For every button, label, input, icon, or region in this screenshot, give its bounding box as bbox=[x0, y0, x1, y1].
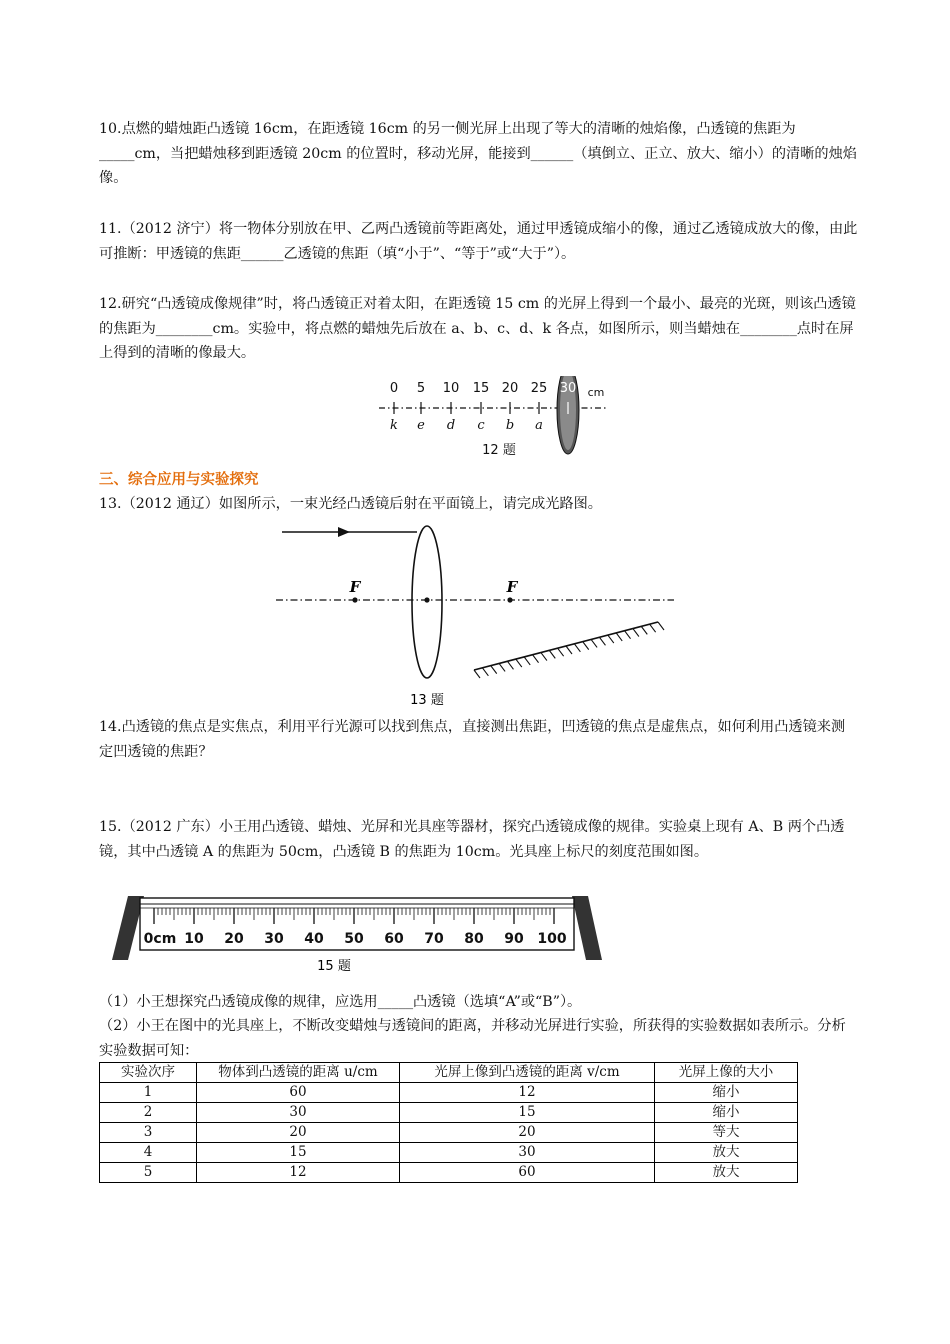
fig12-point-label: k bbox=[390, 418, 398, 433]
figure-12-optical-bench bbox=[375, 376, 615, 456]
table-cell: 缩小 bbox=[655, 1103, 798, 1123]
table-cell: 放大 bbox=[655, 1143, 798, 1163]
fig12-tick-label: 20 bbox=[501, 381, 519, 396]
question-14: 14.凸透镜的焦点是实焦点，利用平行光源可以找到焦点，直接测出焦距，凹透镜的焦点是虚焦点，如何利用凸透镜来测定凹透镜的焦距？ bbox=[99, 719, 846, 760]
fig15-caption: 15 题 bbox=[317, 959, 351, 974]
table-cell: 12 bbox=[197, 1163, 400, 1183]
question-11: 11.（2012 济宁）将一物体分别放在甲、乙两凸透镜前等距离处，通过甲透镜成缩小的像，通过乙透镜成放大的像，由此可推断：甲透镜的焦距______乙透镜的焦距（填“小于”、“等于”或“大于”）。 bbox=[99, 221, 858, 262]
table-cell: 60 bbox=[197, 1083, 400, 1103]
table-cell: 20 bbox=[197, 1123, 400, 1143]
fig13-mirror-hatching bbox=[474, 622, 664, 678]
table-row bbox=[100, 1123, 798, 1143]
table-header: 实验次序 bbox=[100, 1063, 197, 1083]
fig12-tick-label: 30 bbox=[559, 381, 577, 396]
figure-15-ruler bbox=[108, 890, 608, 975]
fig12-tick-label: 5 bbox=[416, 381, 426, 396]
table-row bbox=[100, 1163, 798, 1183]
table-header: 光屏上像到凸透镜的距离 v/cm bbox=[400, 1063, 655, 1083]
fig15-scale-label: 20 bbox=[224, 931, 244, 947]
table-cell: 30 bbox=[400, 1143, 655, 1163]
table-cell: 3 bbox=[100, 1123, 197, 1143]
fig12-tick-label: 10 bbox=[442, 381, 460, 396]
question-13: 13.（2012 通辽）如图所示，一束光经凸透镜后射在平面镜上，请完成光路图。 bbox=[99, 496, 602, 512]
table-row bbox=[100, 1143, 798, 1163]
fig15-scale-label: 100 bbox=[537, 931, 567, 947]
fig15-scale-label: 80 bbox=[464, 931, 484, 947]
fig12-tick-label: 15 bbox=[472, 381, 490, 396]
table-cell: 4 bbox=[100, 1143, 197, 1163]
table-cell: 30 bbox=[197, 1103, 400, 1123]
question-15-part1: （1）小王想探究凸透镜成像的规律，应选用_____凸透镜（选填“A”或“B”）。 bbox=[99, 994, 582, 1010]
table-cell: 20 bbox=[400, 1123, 655, 1143]
fig15-scale-label: 60 bbox=[384, 931, 404, 947]
fig15-scale-label: 70 bbox=[424, 931, 444, 947]
table-cell: 60 bbox=[400, 1163, 655, 1183]
fig12-point-label: b bbox=[505, 418, 515, 433]
table-row bbox=[100, 1103, 798, 1123]
fig15-left-leg bbox=[112, 896, 144, 960]
fig12-caption: 12 题 bbox=[482, 443, 516, 456]
table-cell: 5 bbox=[100, 1163, 197, 1183]
fig15-scale-label: 0cm bbox=[143, 931, 177, 947]
fig12-unit: cm bbox=[587, 386, 605, 399]
fig12-point-label: e bbox=[417, 418, 425, 433]
table-cell: 15 bbox=[197, 1143, 400, 1163]
fig12-point-label: d bbox=[446, 418, 456, 433]
fig12-point-label: c bbox=[477, 418, 485, 433]
fig12-point-label: a bbox=[535, 418, 543, 433]
data-table bbox=[99, 1062, 798, 1183]
fig12-tick-label: 0 bbox=[389, 381, 399, 396]
fig13-focus-right bbox=[507, 597, 512, 602]
table-row bbox=[100, 1083, 798, 1103]
section-heading: 三、综合应用与实验探究 bbox=[99, 472, 259, 488]
table-cell: 放大 bbox=[655, 1163, 798, 1183]
question-10: 10.点燃的蜡烛距凸透镜 16cm，在距透镜 16cm 的另一侧光屏上出现了等大的清晰的烛焰像，凸透镜的焦距为_____cm，当把蜡烛移到距透镜 20cm 的位置时，移动光屏，能接到______（填倒立、正立、放大、缩小）的清晰的烛焰像。 bbox=[99, 121, 857, 186]
table-cell: 2 bbox=[100, 1103, 197, 1123]
table-header: 光屏上像的大小 bbox=[655, 1063, 798, 1083]
question-15: 15.（2012 广东）小王用凸透镜、蜡烛、光屏和光具座等器材，探究凸透镜成像的规律。实验桌上现有 A、B 两个凸透镜，其中凸透镜 A 的焦距为 50cm，凸透镜 B 的焦距为 10cm。光具座上标尺的刻度范围如图。 bbox=[99, 819, 845, 860]
fig13-focus-left bbox=[352, 597, 357, 602]
fig13-optical-center bbox=[424, 597, 429, 602]
table-cell: 15 bbox=[400, 1103, 655, 1123]
fig13-caption: 13 题 bbox=[410, 693, 444, 708]
fig15-scale-label: 50 bbox=[344, 931, 364, 947]
fig12-tick-label: 25 bbox=[530, 381, 548, 396]
fig13-ray-arrow bbox=[338, 527, 350, 537]
fig15-scale-label: 10 bbox=[184, 931, 204, 947]
question-12: 12.研究“凸透镜成像规律”时，将凸透镜正对着太阳，在距透镜 15 cm 的光屏上得到一个最小、最亮的光斑，则该凸透镜的焦距为________cm。实验中，将点燃的蜡烛先后放在 a、b、c、d、k 各点，如图所示，则当蜡烛在________点时在屏上得到的清晰的像最大。 bbox=[99, 296, 856, 361]
table-cell: 1 bbox=[100, 1083, 197, 1103]
fig13-focus-left-label: F bbox=[349, 578, 361, 596]
figure-13-lens-mirror bbox=[272, 520, 682, 710]
fig15-scale-label: 90 bbox=[504, 931, 524, 947]
table-cell: 缩小 bbox=[655, 1083, 798, 1103]
table-header-row bbox=[100, 1063, 798, 1083]
table-cell: 12 bbox=[400, 1083, 655, 1103]
fig13-focus-right-label: F bbox=[506, 578, 518, 596]
fig15-scale-label: 40 bbox=[304, 931, 324, 947]
fig15-right-leg bbox=[572, 896, 602, 960]
fig15-scale-label: 30 bbox=[264, 931, 284, 947]
table-cell: 等大 bbox=[655, 1123, 798, 1143]
table-header: 物体到凸透镜的距离 u/cm bbox=[197, 1063, 400, 1083]
question-15-part2: （2）小王在图中的光具座上，不断改变蜡烛与透镜间的距离，并移动光屏进行实验，所获得的实验数据如表所示。分析实验数据可知： bbox=[99, 1018, 846, 1059]
